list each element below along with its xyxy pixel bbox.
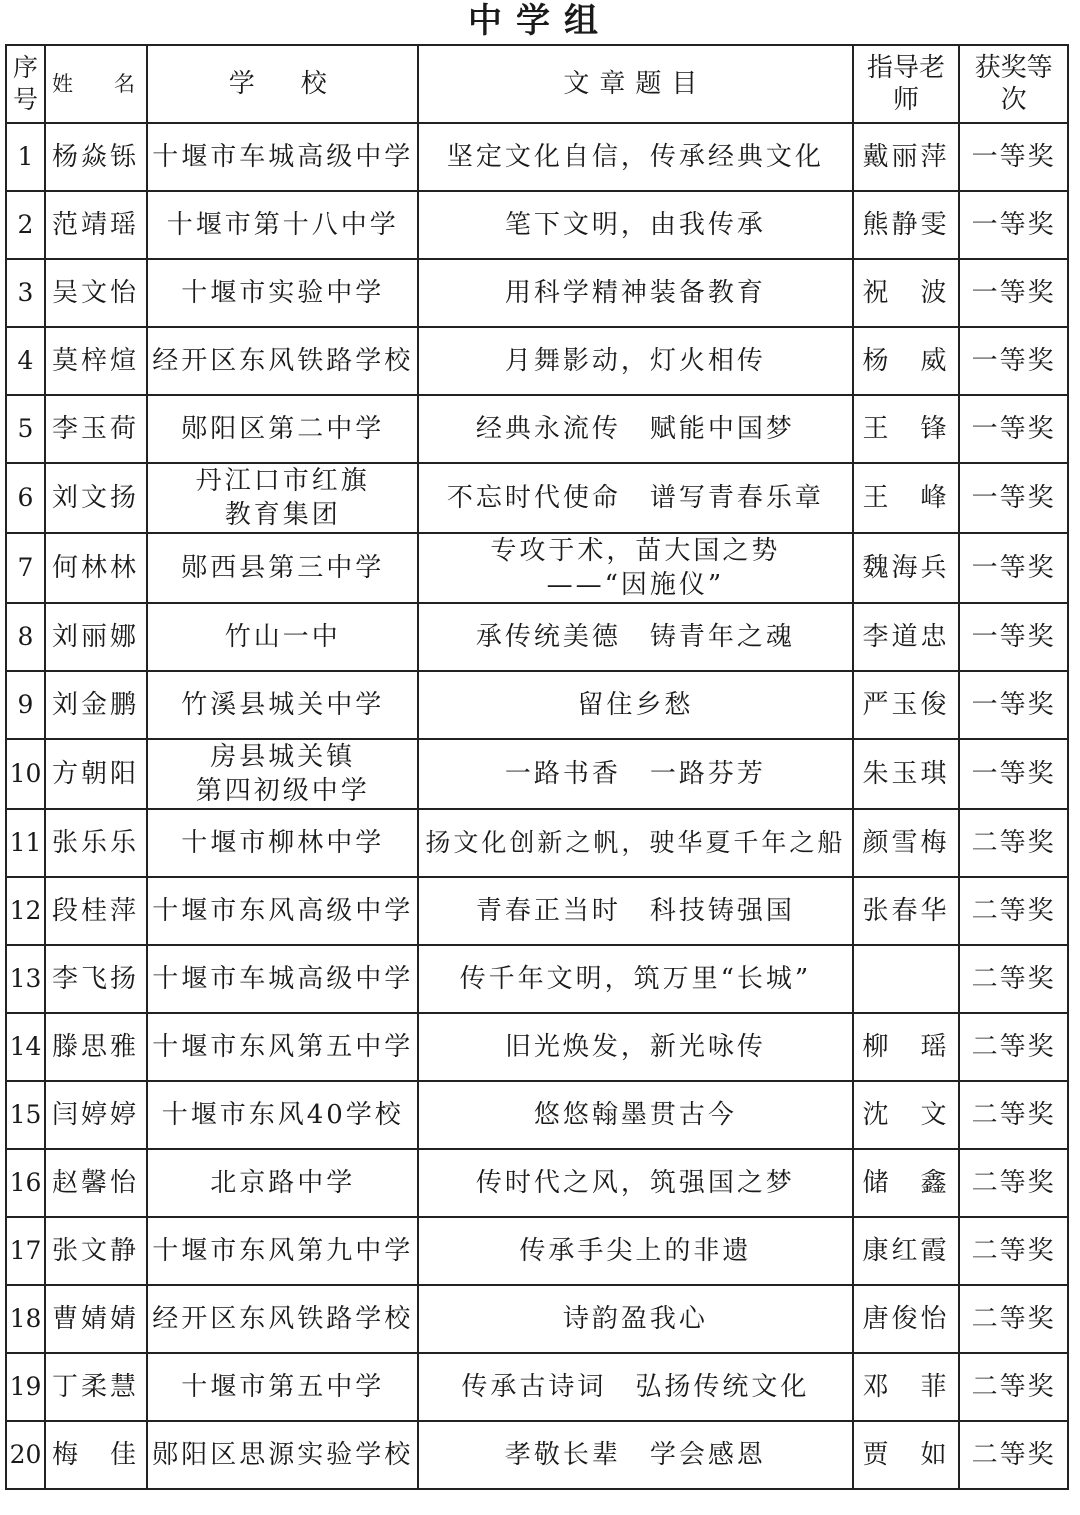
- teacher-name-line: 王 锋: [862, 414, 950, 444]
- award-level-line: 一等奖: [971, 278, 1056, 308]
- student-name: [45, 1421, 148, 1489]
- student-name-line: 刘丽娜: [51, 622, 139, 652]
- row-no: [6, 739, 45, 809]
- award-level-line: 一等奖: [971, 483, 1056, 513]
- teacher-name: [853, 191, 960, 259]
- student-name-line: 丁柔慧: [51, 1372, 139, 1402]
- table-row: [6, 945, 1068, 1013]
- row-no-line: 11: [9, 828, 42, 857]
- table-row: [6, 1149, 1068, 1217]
- student-name: [45, 671, 148, 739]
- row-no-line: 1: [17, 142, 34, 171]
- school-name: [147, 395, 418, 463]
- teacher-name-line: 祝 波: [862, 278, 950, 308]
- article-title: [418, 945, 853, 1013]
- school-name: [147, 877, 418, 945]
- table-row: [6, 603, 1068, 671]
- school-name: [147, 945, 418, 1013]
- student-name-line: 李飞扬: [51, 964, 139, 994]
- teacher-name: [853, 1285, 960, 1353]
- header-no: 序号: [6, 45, 45, 123]
- teacher-name: [853, 809, 960, 877]
- teacher-name-line: 熊静雯: [862, 210, 950, 240]
- award-level: [959, 739, 1068, 809]
- school-name-line: 竹山一中: [224, 622, 341, 652]
- article-title-line: 孝敬长辈 学会感恩: [504, 1440, 766, 1470]
- teacher-name-line: 颜雪梅: [862, 828, 950, 858]
- award-level: [959, 395, 1068, 463]
- school-name: [147, 671, 418, 739]
- school-name-line: 郧阳区思源实验学校: [152, 1440, 414, 1470]
- student-name-line: 范靖瑶: [51, 210, 139, 240]
- award-level-line: 一等奖: [971, 346, 1056, 376]
- table-row: [6, 123, 1068, 191]
- student-name: [45, 945, 148, 1013]
- article-title-line: 诗韵盈我心: [562, 1304, 708, 1334]
- teacher-name-line: 王 峰: [862, 483, 950, 513]
- award-level: [959, 809, 1068, 877]
- row-no-line: 19: [9, 1372, 42, 1401]
- row-no: [6, 1217, 45, 1285]
- article-title-line: 青春正当时 科技铸强国: [475, 896, 795, 926]
- teacher-name-line: 严玉俊: [862, 690, 950, 720]
- school-name-line: 十堰市东风高级中学: [152, 896, 414, 926]
- school-name: [147, 1285, 418, 1353]
- award-level: [959, 463, 1068, 533]
- student-name: [45, 327, 148, 395]
- award-level-line: 一等奖: [971, 759, 1056, 789]
- row-no-line: 12: [9, 896, 42, 925]
- row-no: [6, 533, 45, 603]
- student-name: [45, 1217, 148, 1285]
- teacher-name-line: 魏海兵: [862, 553, 950, 583]
- table-row: [6, 671, 1068, 739]
- header-name: 姓 名: [45, 45, 148, 123]
- award-level: [959, 1217, 1068, 1285]
- school-name-line: 十堰市东风40学校: [161, 1100, 404, 1130]
- teacher-name-line: 戴丽萍: [862, 142, 950, 172]
- row-no: [6, 1421, 45, 1489]
- school-name-line: 十堰市东风第九中学: [152, 1236, 414, 1266]
- school-name-line2: 第四初级中学: [195, 776, 370, 806]
- row-no: [6, 1013, 45, 1081]
- row-no-line: 14: [9, 1032, 42, 1061]
- student-name-line: 滕思雅: [51, 1032, 139, 1062]
- school-name-line: 房县城关镇: [210, 742, 356, 772]
- table-row: [6, 1285, 1068, 1353]
- row-no: [6, 191, 45, 259]
- school-name: [147, 1353, 418, 1421]
- article-title: [418, 1149, 853, 1217]
- student-name-line: 刘文扬: [51, 483, 139, 513]
- school-name: [147, 1421, 418, 1489]
- header-teacher: 指导老师: [853, 45, 960, 123]
- article-title: [418, 1285, 853, 1353]
- award-table: [5, 44, 1069, 1490]
- award-level-line: 二等奖: [971, 1100, 1056, 1130]
- student-name: [45, 395, 148, 463]
- student-name-line: 张乐乐: [51, 828, 139, 858]
- row-no-line: 18: [9, 1304, 42, 1333]
- school-name-line: 十堰市第十八中学: [166, 210, 399, 240]
- student-name-line: 何林林: [51, 553, 139, 583]
- page-title: 中学组: [468, 1, 612, 41]
- student-name: [45, 739, 148, 809]
- article-title: [418, 395, 853, 463]
- row-no: [6, 1081, 45, 1149]
- award-level-line: 一等奖: [971, 414, 1056, 444]
- award-level: [959, 945, 1068, 1013]
- award-level-line: 二等奖: [971, 896, 1056, 926]
- teacher-name: [853, 395, 960, 463]
- award-level-line: 二等奖: [971, 1236, 1056, 1266]
- student-name-line: 张文静: [51, 1236, 139, 1266]
- student-name-line: 刘金鹏: [51, 690, 139, 720]
- article-title: [418, 533, 853, 603]
- article-title: [418, 603, 853, 671]
- school-name: [147, 259, 418, 327]
- article-title-line: 旧光焕发，新光咏传: [504, 1032, 766, 1062]
- award-level-line: 一等奖: [971, 622, 1056, 652]
- row-no: [6, 259, 45, 327]
- teacher-name-line: 唐俊怡: [862, 1304, 950, 1334]
- award-level: [959, 603, 1068, 671]
- teacher-name: [853, 1421, 960, 1489]
- student-name-line: 吴文怡: [51, 278, 139, 308]
- school-name-line: 十堰市实验中学: [181, 278, 385, 308]
- student-name: [45, 1285, 148, 1353]
- header-row: [6, 45, 1068, 123]
- row-no: [6, 123, 45, 191]
- student-name: [45, 877, 148, 945]
- award-level-line: 二等奖: [971, 828, 1056, 858]
- article-title-line: 悠悠翰墨贯古今: [533, 1100, 737, 1130]
- student-name: [45, 809, 148, 877]
- row-no: [6, 1149, 45, 1217]
- school-name: [147, 533, 418, 603]
- school-name-line: 北京路中学: [210, 1168, 356, 1198]
- award-level-line: 二等奖: [971, 1168, 1056, 1198]
- article-title-line: 月舞影动，灯火相传: [504, 346, 766, 376]
- table-row: [6, 809, 1068, 877]
- article-title-line: 传时代之风，筑强国之梦: [475, 1168, 795, 1198]
- article-title: [418, 191, 853, 259]
- student-name: [45, 533, 148, 603]
- student-name: [45, 259, 148, 327]
- student-name: [45, 191, 148, 259]
- teacher-name: [853, 463, 960, 533]
- article-title-line: 笔下文明，由我传承: [504, 210, 766, 240]
- row-no-line: 17: [9, 1236, 42, 1265]
- row-no-line: 3: [17, 278, 34, 307]
- school-name-line2: 教育集团: [224, 500, 341, 530]
- article-title-line: 传千年文明，筑万里“长城”: [459, 964, 812, 994]
- award-level: [959, 1013, 1068, 1081]
- student-name: [45, 603, 148, 671]
- teacher-name: [853, 533, 960, 603]
- school-name-line: 经开区东风铁路学校: [152, 346, 414, 376]
- award-level: [959, 533, 1068, 603]
- row-no-line: 16: [9, 1168, 42, 1197]
- award-level: [959, 671, 1068, 739]
- teacher-name: [853, 671, 960, 739]
- table-row: [6, 463, 1068, 533]
- school-name: [147, 739, 418, 809]
- article-title: [418, 739, 853, 809]
- article-title-line: 留住乡愁: [577, 690, 694, 720]
- article-title-line: 用科学精神装备教育: [504, 278, 766, 308]
- award-level-line: 二等奖: [971, 1372, 1056, 1402]
- teacher-name: [853, 1149, 960, 1217]
- award-level-line: 二等奖: [971, 1440, 1056, 1470]
- row-no-line: 7: [17, 553, 34, 582]
- row-no-line: 8: [17, 622, 34, 651]
- award-level-line: 一等奖: [971, 690, 1056, 720]
- student-name: [45, 1013, 148, 1081]
- teacher-name-line: 贾 如: [862, 1440, 950, 1470]
- student-name-line: 赵馨怡: [51, 1168, 139, 1198]
- student-name-line: 杨焱铄: [51, 142, 139, 172]
- school-name: [147, 191, 418, 259]
- row-no: [6, 1353, 45, 1421]
- row-no: [6, 463, 45, 533]
- article-title: [418, 327, 853, 395]
- school-name-line: 十堰市车城高级中学: [152, 964, 414, 994]
- row-no-line: 13: [9, 964, 42, 993]
- article-title-line: 不忘时代使命 谱写青春乐章: [446, 483, 824, 513]
- header-school: 学 校: [147, 45, 418, 123]
- school-name-line: 郧阳区第二中学: [181, 414, 385, 444]
- school-name-line: 经开区东风铁路学校: [152, 1304, 414, 1334]
- article-title-line: 一路书香 一路芬芳: [504, 759, 766, 789]
- row-no: [6, 1285, 45, 1353]
- table-row: [6, 1013, 1068, 1081]
- teacher-name: [853, 877, 960, 945]
- teacher-name: [853, 739, 960, 809]
- student-name-line: 梅 佳: [51, 1440, 139, 1470]
- article-title-line: 经典永流传 赋能中国梦: [475, 414, 795, 444]
- student-name-line: 莫梓煊: [51, 346, 139, 376]
- teacher-name-line: 康红霞: [862, 1236, 950, 1266]
- award-level-line: 二等奖: [971, 964, 1056, 994]
- student-name-line: 闫婷婷: [51, 1100, 139, 1130]
- teacher-name: [853, 1013, 960, 1081]
- article-title: [418, 1013, 853, 1081]
- teacher-name: [853, 1081, 960, 1149]
- teacher-name: [853, 259, 960, 327]
- row-no-line: 2: [17, 210, 34, 239]
- article-title: [418, 1353, 853, 1421]
- teacher-name-line: 李道忠: [862, 622, 950, 652]
- school-name-line: 十堰市柳林中学: [181, 828, 385, 858]
- row-no: [6, 603, 45, 671]
- article-title: [418, 877, 853, 945]
- article-title-line: 传承古诗词 弘扬传统文化: [461, 1372, 810, 1402]
- school-name-line: 郧西县第三中学: [181, 553, 385, 583]
- header-article: 文章题目: [418, 45, 853, 123]
- article-title: [418, 1217, 853, 1285]
- teacher-name: [853, 1353, 960, 1421]
- student-name: [45, 123, 148, 191]
- row-no: [6, 877, 45, 945]
- school-name: [147, 123, 418, 191]
- article-title-line: 扬文化创新之帆，驶华夏千年之船: [425, 828, 846, 857]
- teacher-name-line: 储 鑫: [862, 1168, 950, 1198]
- table-row: [6, 259, 1068, 327]
- school-name-line: 十堰市第五中学: [181, 1372, 385, 1402]
- article-title: [418, 259, 853, 327]
- award-level: [959, 123, 1068, 191]
- table-row: [6, 739, 1068, 809]
- row-no-line: 6: [17, 483, 34, 512]
- school-name: [147, 1081, 418, 1149]
- school-name-line: 十堰市车城高级中学: [152, 142, 414, 172]
- row-no: [6, 327, 45, 395]
- article-title: [418, 1081, 853, 1149]
- student-name-line: 段桂萍: [51, 896, 139, 926]
- table-row: [6, 1353, 1068, 1421]
- article-title-line: 承传统美德 铸青年之魂: [475, 622, 795, 652]
- row-no-line: 15: [9, 1100, 42, 1129]
- school-name-line: 十堰市东风第五中学: [152, 1032, 414, 1062]
- teacher-name-line: 柳 瑶: [862, 1032, 950, 1062]
- article-title-line: 传承手尖上的非遗: [519, 1236, 752, 1266]
- school-name-line: 丹江口市红旗: [195, 466, 370, 496]
- table-row: [6, 1421, 1068, 1489]
- student-name-line: 方朝阳: [51, 759, 139, 789]
- school-name: [147, 463, 418, 533]
- teacher-name-line: 朱玉琪: [862, 759, 950, 789]
- article-title-line: 专攻于术，苗大国之势: [490, 536, 781, 566]
- teacher-name: [853, 603, 960, 671]
- award-level: [959, 1285, 1068, 1353]
- school-name: [147, 1149, 418, 1217]
- award-level: [959, 191, 1068, 259]
- article-title: [418, 463, 853, 533]
- table-row: [6, 191, 1068, 259]
- row-no-line: 4: [17, 346, 34, 375]
- table-row: [6, 1081, 1068, 1149]
- teacher-name-line: 张春华: [862, 896, 950, 926]
- row-no-line: 10: [9, 759, 42, 788]
- teacher-name-line: 邓 菲: [862, 1372, 950, 1402]
- student-name-line: 曹婧婧: [51, 1304, 139, 1334]
- school-name: [147, 603, 418, 671]
- teacher-name-line: 沈 文: [862, 1100, 950, 1130]
- table-row: [6, 395, 1068, 463]
- header-award: 获奖等次: [959, 45, 1068, 123]
- teacher-name: [853, 327, 960, 395]
- award-level-line: 二等奖: [971, 1032, 1056, 1062]
- school-name: [147, 1013, 418, 1081]
- article-title: [418, 123, 853, 191]
- award-level: [959, 877, 1068, 945]
- award-level: [959, 1149, 1068, 1217]
- row-no: [6, 395, 45, 463]
- row-no-line: 9: [17, 690, 34, 719]
- student-name: [45, 1081, 148, 1149]
- row-no: [6, 809, 45, 877]
- award-level: [959, 327, 1068, 395]
- teacher-name-line: 杨 威: [862, 346, 950, 376]
- table-row: [6, 1217, 1068, 1285]
- row-no-line: 5: [17, 414, 34, 443]
- school-name: [147, 809, 418, 877]
- award-level-line: 一等奖: [971, 210, 1056, 240]
- award-level-line: 一等奖: [971, 142, 1056, 172]
- row-no: [6, 945, 45, 1013]
- article-title-line2: ——“因施仪”: [546, 570, 725, 600]
- teacher-name: [853, 123, 960, 191]
- school-name: [147, 1217, 418, 1285]
- award-level-line: 二等奖: [971, 1304, 1056, 1334]
- award-level: [959, 1081, 1068, 1149]
- article-title: [418, 1421, 853, 1489]
- award-level: [959, 1353, 1068, 1421]
- row-no-line: 20: [9, 1440, 42, 1469]
- student-name: [45, 463, 148, 533]
- table-body: [6, 123, 1068, 1489]
- table-row: [6, 877, 1068, 945]
- table-row: [6, 327, 1068, 395]
- award-level: [959, 259, 1068, 327]
- teacher-name: [853, 945, 960, 1013]
- student-name-line: 李玉荷: [51, 414, 139, 444]
- row-no: [6, 671, 45, 739]
- student-name: [45, 1149, 148, 1217]
- award-level: [959, 1421, 1068, 1489]
- article-title: [418, 809, 853, 877]
- article-title: [418, 671, 853, 739]
- table-row: [6, 533, 1068, 603]
- student-name: [45, 1353, 148, 1421]
- award-level-line: 一等奖: [971, 553, 1056, 583]
- school-name: [147, 327, 418, 395]
- school-name-line: 竹溪县城关中学: [181, 690, 385, 720]
- article-title-line: 坚定文化自信，传承经典文化: [446, 142, 824, 172]
- teacher-name: [853, 1217, 960, 1285]
